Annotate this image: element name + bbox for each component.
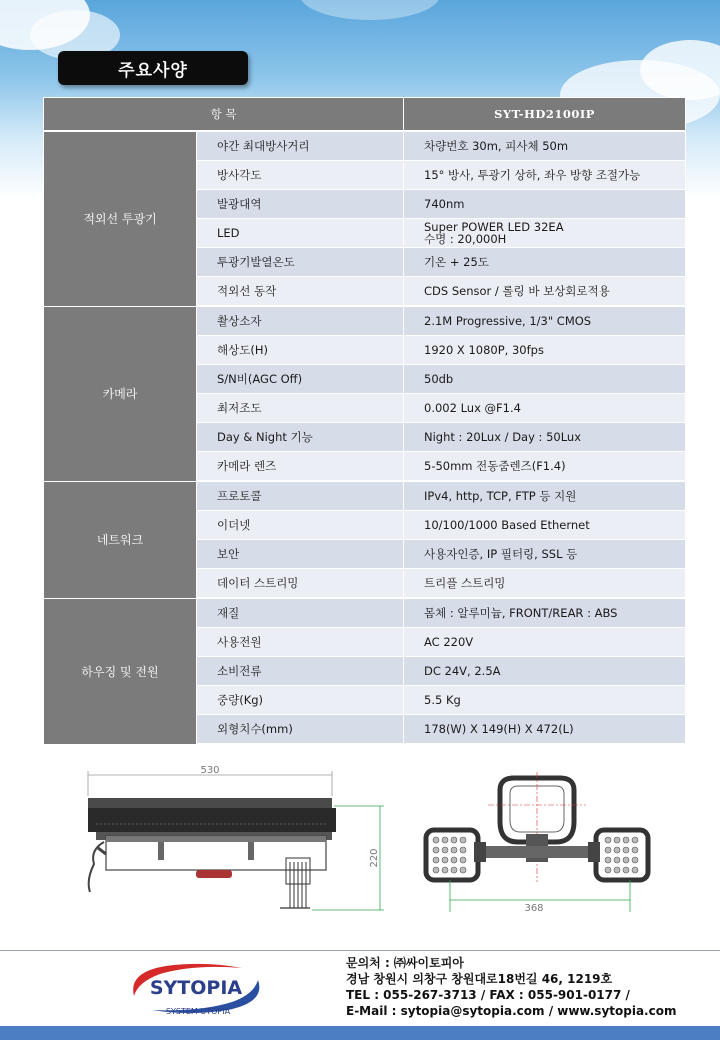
category-cell: 하우징 및 전원 <box>44 598 197 744</box>
category-cell: 적외선 투광기 <box>44 131 197 306</box>
table-row <box>44 481 686 511</box>
contact-email-web: E-Mail : sytopia@sytopia.com / www.sytopia.com <box>346 1004 677 1018</box>
spec-item: 최저조도 <box>197 394 404 423</box>
spec-item: 보안 <box>197 540 404 569</box>
spec-value: DC 24V, 2.5A <box>404 657 686 686</box>
spec-item: 적외선 동작 <box>197 277 404 307</box>
side-view-drawing <box>76 762 386 920</box>
spec-item: LED <box>197 219 404 248</box>
spec-value: IPv4, http, TCP, FTP 등 지원 <box>404 481 686 511</box>
contact-company: 문의처 : ㈜싸이토피아 <box>346 956 464 970</box>
spec-item: 프로토콜 <box>197 481 404 511</box>
spec-item: 발광대역 <box>197 190 404 219</box>
side-width-dim: 530 <box>200 765 220 776</box>
header-item: 항 목 <box>44 98 404 132</box>
spec-item: 해상도(H) <box>197 336 404 365</box>
spec-item: 이더넷 <box>197 511 404 540</box>
spec-value: 1920 X 1080P, 30fps <box>404 336 686 365</box>
header-model: SYT-HD2100IP <box>404 98 686 132</box>
logo-wordmark: SYTOPIA <box>149 977 243 999</box>
spec-value: CDS Sensor / 롤링 바 보상회로적용 <box>404 277 686 307</box>
spec-item: 카메라 렌즈 <box>197 452 404 482</box>
spec-item: 촬상소자 <box>197 306 404 336</box>
side-height-dim: 220 <box>369 848 380 868</box>
contact-address: 경남 창원시 의창구 창원대로18번길 46, 1219호 <box>346 972 613 986</box>
spec-value: 트리플 스트리밍 <box>404 569 686 599</box>
category-cell: 네트워크 <box>44 481 197 598</box>
sytopia-logo <box>124 958 268 1020</box>
spec-value-line: 수명 : 20,000H <box>424 232 507 246</box>
spec-table <box>43 97 686 745</box>
spec-value: 2.1M Progressive, 1/3" CMOS <box>404 306 686 336</box>
spec-item: 데이터 스트리밍 <box>197 569 404 599</box>
spec-value: 178(W) X 149(H) X 472(L) <box>404 715 686 745</box>
spec-item: 소비전류 <box>197 657 404 686</box>
spec-item: S/N비(AGC Off) <box>197 365 404 394</box>
spec-value: 5-50mm 전동줌렌즈(F1.4) <box>404 452 686 482</box>
spec-value: Night : 20Lux / Day : 50Lux <box>404 423 686 452</box>
bottom-accent-bar <box>0 1026 720 1040</box>
spec-item: 재질 <box>197 598 404 628</box>
spec-item: 외형치수(mm) <box>197 715 404 745</box>
spec-value: 5.5 Kg <box>404 686 686 715</box>
spec-item: 야간 최대방사거리 <box>197 131 404 161</box>
spec-value-line: Super POWER LED 32EA <box>424 220 564 234</box>
contact-info <box>346 955 706 1019</box>
table-row <box>44 306 686 336</box>
spec-value: 50db <box>404 365 686 394</box>
spec-value: 0.002 Lux @F1.4 <box>404 394 686 423</box>
spec-value: 10/100/1000 Based Ethernet <box>404 511 686 540</box>
footer-divider <box>0 950 720 951</box>
page-title: 주요사양 <box>58 51 248 85</box>
front-width-dim: 368 <box>524 903 544 914</box>
spec-item: 방사각도 <box>197 161 404 190</box>
category-cell: 카메라 <box>44 306 197 481</box>
table-header-row <box>44 98 686 132</box>
table-row <box>44 131 686 161</box>
front-view-drawing <box>418 772 658 914</box>
spec-value <box>404 219 686 248</box>
spec-item: 투광기발열온도 <box>197 248 404 277</box>
spec-value: 몸체 : 알루미늄, FRONT/REAR : ABS <box>404 598 686 628</box>
table-row <box>44 598 686 628</box>
contact-phone-fax: TEL : 055-267-3713 / FAX : 055-901-0177 / <box>346 988 630 1002</box>
spec-value: 기온 + 25도 <box>404 248 686 277</box>
spec-value: 740nm <box>404 190 686 219</box>
spec-value: 사용자인증, IP 필터링, SSL 등 <box>404 540 686 569</box>
logo-tagline: SYSTEM UTOPIA <box>165 1007 231 1016</box>
spec-item: 사용전원 <box>197 628 404 657</box>
spec-item: Day & Night 기능 <box>197 423 404 452</box>
spec-item: 중량(Kg) <box>197 686 404 715</box>
spec-value: AC 220V <box>404 628 686 657</box>
spec-value: 차량번호 30m, 피사체 50m <box>404 131 686 161</box>
spec-value: 15° 방사, 투광기 상하, 좌우 방향 조절가능 <box>404 161 686 190</box>
